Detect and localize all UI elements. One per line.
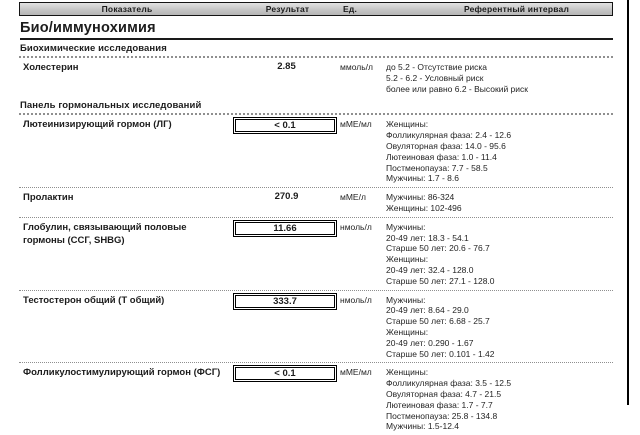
column-header-result: Результат: [265, 4, 310, 14]
reference-line: до 5.2 - Отсутствие риска: [386, 62, 487, 72]
reference-line: Старше 50 лет: 6.68 - 25.7: [386, 316, 490, 327]
reference-line: 20-49 лет: 32.4 - 128.0: [386, 264, 474, 275]
reference-line: Мужчины: 1.5-12.4: [386, 421, 460, 432]
result-box: [233, 293, 337, 310]
row-name: Лютеинизирующий гормон (ЛГ): [23, 119, 172, 131]
row-reference: [386, 190, 613, 214]
reference-line: 20-49 лет: 8.64 - 29.0: [386, 305, 469, 316]
reference-line: Мужчины:: [386, 294, 426, 305]
row-unit: мМЕ/мл: [340, 119, 372, 130]
row-name: Пролактин: [23, 192, 74, 204]
column-header-unit: Ед.: [343, 4, 358, 14]
row-result: [233, 220, 340, 287]
reference-line: Женщины:: [386, 119, 429, 130]
group-title-hormone-panel: Панель гормональных исследований: [19, 97, 613, 115]
result-box: [233, 220, 337, 237]
row-result: [233, 365, 340, 432]
reference-line: Лютеиновая фаза: 1.0 - 11.4: [386, 151, 497, 162]
row-reference: [386, 293, 613, 360]
reference-line: более или равно 6.2 - Высокий риск: [386, 83, 528, 94]
column-header-reference: Референтный интервал: [463, 4, 570, 14]
reference-line: Старше 50 лет: 0.101 - 1.42: [386, 348, 495, 359]
reference-line: Овуляторная фаза: 4.7 - 21.5: [386, 388, 502, 399]
result-box: [233, 365, 337, 382]
result-value: 11.66: [273, 222, 297, 234]
row-name: Тестостерон общий (Т общий): [23, 294, 165, 306]
row-reference: [386, 365, 613, 432]
reference-line: 20-49 лет: 0.290 - 1.67: [386, 337, 474, 348]
row-unit: нмоль/л: [340, 221, 372, 232]
column-header-indicator: Показатель: [101, 4, 153, 14]
reference-line: Фолликулярная фаза: 2.4 - 12.6: [386, 130, 512, 141]
reference-line: Мужчины: 86-324: [386, 192, 455, 203]
reference-line: Постменопауза: 7.7 - 58.5: [386, 162, 488, 173]
reference-line: Старше 50 лет: 27.1 - 128.0: [386, 275, 495, 286]
column-header-bar: [19, 2, 613, 16]
group-title-biochemistry: Биохимические исследования: [19, 40, 613, 58]
table-row-testosterone: [19, 290, 613, 363]
row-result: 270.9: [274, 191, 299, 203]
reference-line: Женщины:: [386, 367, 429, 378]
reference-line: Женщины: 102-496: [386, 202, 462, 213]
row-unit: ммоль/л: [340, 62, 373, 72]
row-reference: [386, 60, 613, 94]
section-title: Био/иммунохимия: [20, 20, 613, 40]
lab-report-page: [19, 2, 613, 435]
row-result: [233, 293, 340, 360]
reference-line: 20-49 лет: 18.3 - 54.1: [386, 232, 469, 243]
reference-line: Фолликулярная фаза: 3.5 - 12.5: [386, 378, 512, 389]
row-unit: мМЕ/л: [340, 192, 366, 203]
row-reference: [386, 117, 613, 184]
result-value: < 0.1: [274, 368, 296, 380]
row-result: [233, 117, 340, 184]
row-result: 2.85: [277, 61, 296, 72]
reference-line: 5.2 - 6.2 - Условный риск: [386, 72, 484, 83]
reference-line: Мужчины: 1.7 - 8.6: [386, 173, 460, 184]
table-row-cholesterol: [19, 58, 613, 97]
row-unit: нмоль/л: [340, 294, 372, 305]
reference-line: Овуляторная фаза: 14.0 - 95.6: [386, 140, 506, 151]
table-row-shbg: [19, 217, 613, 290]
table-row-lh: [19, 115, 613, 187]
reference-line: Лютеиновая фаза: 1.7 - 7.7: [386, 399, 493, 410]
reference-line: Женщины:: [386, 326, 429, 337]
page-right-border: [627, 0, 629, 405]
result-value: < 0.1: [274, 120, 296, 132]
row-name: Холестерин: [23, 62, 79, 73]
row-name: Глобулин, связывающий половые гормоны (ССГ, SHBG): [23, 221, 187, 247]
reference-line: Мужчины:: [386, 221, 426, 232]
result-box: [233, 117, 337, 134]
result-value: 333.7: [273, 295, 297, 307]
reference-line: Постменопауза: 25.8 - 134.8: [386, 410, 498, 421]
reference-line: Старше 50 лет: 20.6 - 76.7: [386, 243, 490, 254]
row-name: Фолликулостимулирующий гормон (ФСГ): [23, 367, 221, 379]
reference-line: Женщины:: [386, 254, 429, 265]
table-row-prolactin: [19, 187, 613, 217]
table-row-fsh: [19, 362, 613, 435]
row-unit: мМЕ/мл: [340, 367, 372, 378]
row-reference: [386, 220, 613, 287]
